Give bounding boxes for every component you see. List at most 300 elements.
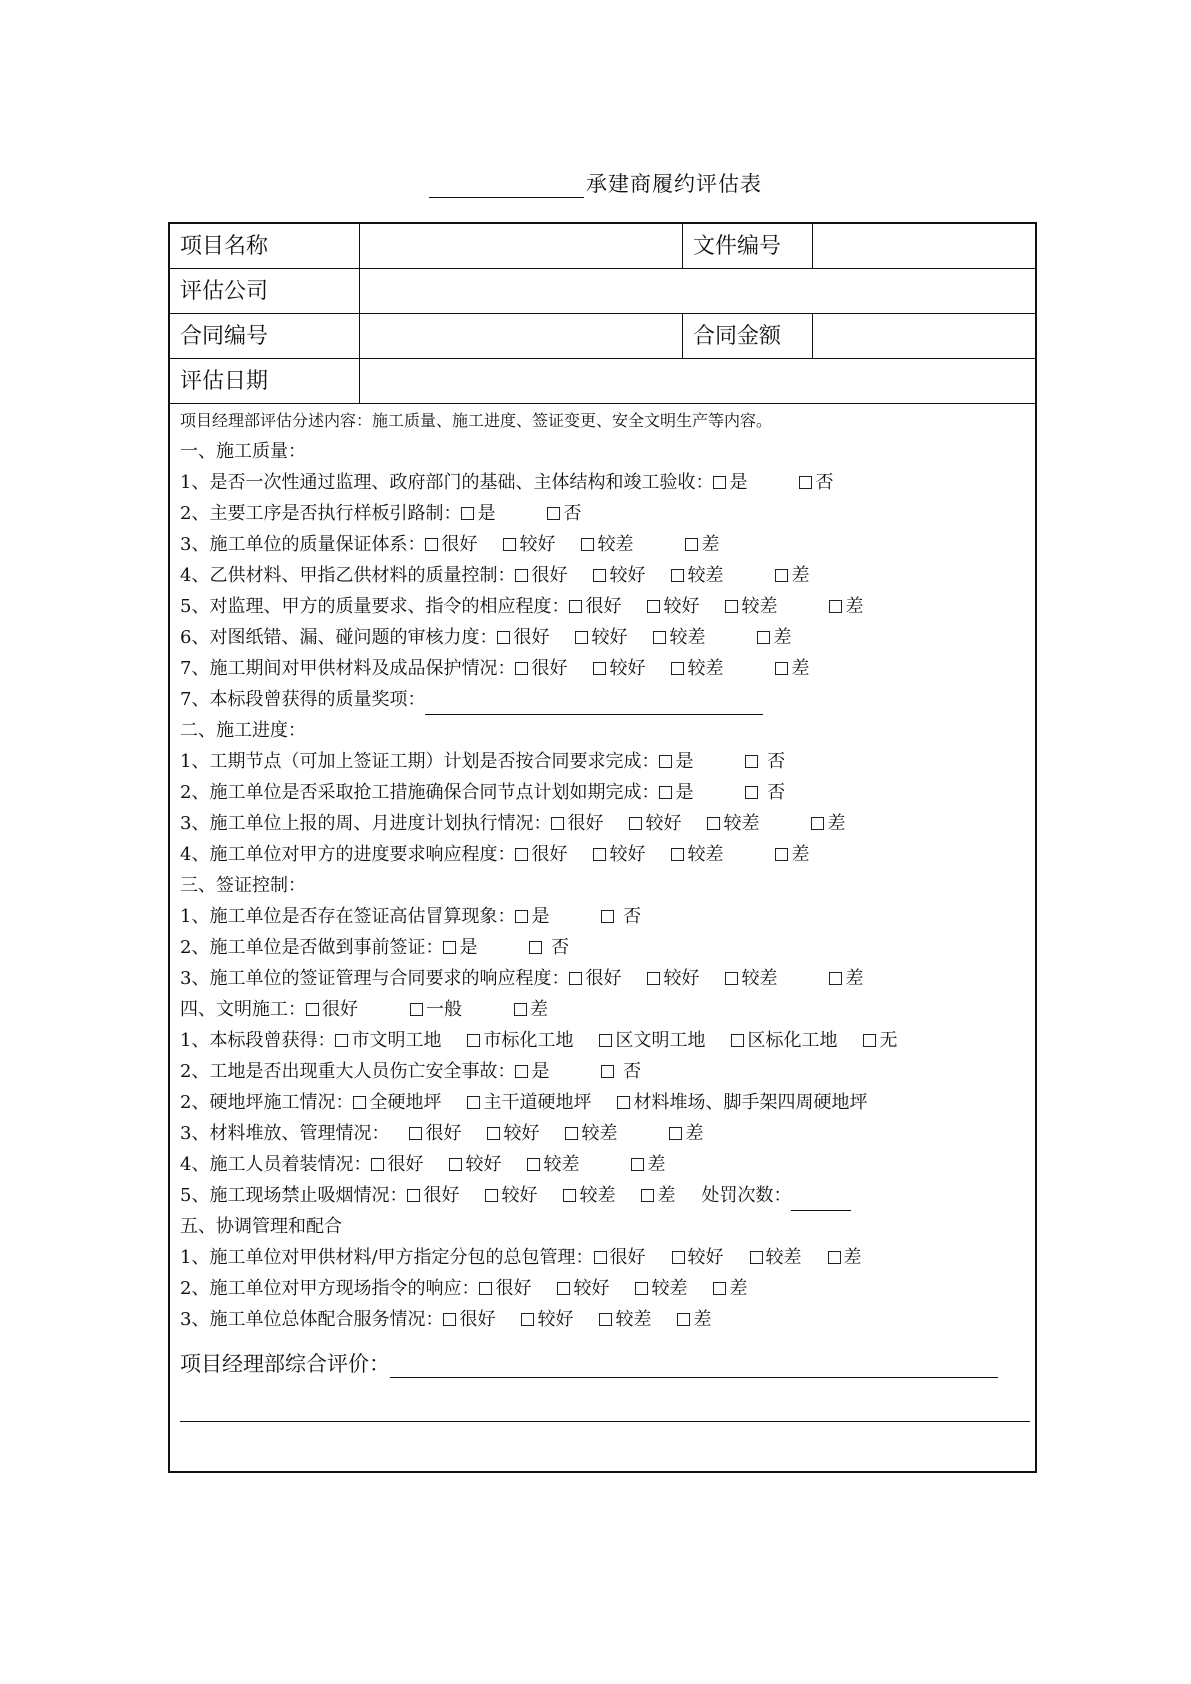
checkbox[interactable] bbox=[707, 817, 720, 830]
checkbox[interactable] bbox=[671, 662, 684, 675]
label-contract-no: 合同编号 bbox=[170, 314, 360, 358]
row-eval-date bbox=[170, 359, 1035, 404]
question-item bbox=[180, 1087, 1028, 1118]
section-progress-heading: 二、施工进度： bbox=[180, 720, 306, 741]
checkbox[interactable] bbox=[750, 1251, 763, 1264]
option-very-good[interactable] bbox=[569, 591, 621, 622]
option-good[interactable] bbox=[449, 1149, 501, 1180]
checkbox[interactable] bbox=[515, 569, 528, 582]
question-item bbox=[180, 1304, 1028, 1335]
checkbox[interactable] bbox=[635, 1282, 648, 1295]
option-poor[interactable] bbox=[599, 1304, 651, 1335]
option-label: 市标化工地 bbox=[483, 1030, 574, 1051]
label-eval-company: 评估公司 bbox=[170, 269, 360, 313]
checkbox[interactable] bbox=[757, 631, 770, 644]
option-district-standard[interactable] bbox=[731, 1025, 837, 1056]
option-very-good[interactable] bbox=[371, 1149, 423, 1180]
checkbox[interactable] bbox=[425, 538, 438, 551]
option-very-good[interactable] bbox=[594, 1242, 646, 1273]
question-item bbox=[180, 1025, 1028, 1056]
question-label: 1、是否一次性通过监理、政府部门的基础、主体结构和竣工验收： bbox=[180, 472, 714, 493]
option-label: 较好 bbox=[591, 627, 628, 648]
option-label: 较好 bbox=[519, 534, 556, 555]
checkbox[interactable] bbox=[775, 569, 788, 582]
checkbox[interactable] bbox=[569, 600, 582, 613]
field-eval-date[interactable] bbox=[360, 359, 1035, 403]
option-label: 差 bbox=[791, 658, 810, 679]
checkbox[interactable] bbox=[371, 1158, 384, 1171]
option-label: 很好 bbox=[495, 1278, 532, 1299]
option-label: 较好 bbox=[501, 1185, 538, 1206]
checkbox[interactable] bbox=[713, 1282, 726, 1295]
field-project-name[interactable] bbox=[360, 224, 683, 268]
checkbox[interactable] bbox=[629, 817, 642, 830]
checkbox[interactable] bbox=[725, 972, 738, 985]
question-label: 1、本标段曾获得： bbox=[180, 1030, 336, 1051]
checkbox[interactable] bbox=[745, 786, 758, 799]
checkbox[interactable] bbox=[775, 848, 788, 861]
checkbox[interactable] bbox=[515, 662, 528, 675]
checkbox[interactable] bbox=[775, 662, 788, 675]
option-no[interactable] bbox=[745, 777, 785, 808]
question-item bbox=[180, 746, 1028, 777]
checkbox[interactable] bbox=[521, 1313, 534, 1326]
checkbox[interactable] bbox=[485, 1189, 498, 1202]
checkbox[interactable] bbox=[599, 1313, 612, 1326]
option-label: 主干道硬地坪 bbox=[483, 1092, 592, 1113]
option-label: 差 bbox=[791, 565, 810, 586]
option-label: 差 bbox=[647, 1154, 666, 1175]
option-label: 是 bbox=[675, 751, 694, 772]
option-label: 材料堆场、脚手架四周硬地坪 bbox=[633, 1092, 868, 1113]
checkbox[interactable] bbox=[563, 1189, 576, 1202]
checkbox[interactable] bbox=[713, 476, 726, 489]
quality-award-field[interactable] bbox=[425, 692, 763, 715]
option-very-good[interactable] bbox=[497, 622, 549, 653]
option-very-good[interactable] bbox=[515, 560, 567, 591]
option-label: 市文明工地 bbox=[351, 1030, 442, 1051]
question-label: 7、本标段曾获得的质量奖项： bbox=[180, 689, 426, 710]
option-label: 差 bbox=[685, 1123, 704, 1144]
checkbox[interactable] bbox=[467, 1096, 480, 1109]
label-contract-amount: 合同金额 bbox=[683, 314, 813, 358]
checkbox[interactable] bbox=[669, 1127, 682, 1140]
checkbox[interactable] bbox=[569, 972, 582, 985]
checkbox[interactable] bbox=[647, 600, 660, 613]
checkbox[interactable] bbox=[497, 631, 510, 644]
question-item bbox=[180, 1056, 1028, 1087]
checkbox[interactable] bbox=[829, 972, 842, 985]
option-label: 较好 bbox=[465, 1154, 502, 1175]
option-label: 较差 bbox=[615, 1309, 652, 1330]
checkbox[interactable] bbox=[731, 1034, 744, 1047]
checkbox[interactable] bbox=[593, 569, 606, 582]
checkbox[interactable] bbox=[601, 1065, 614, 1078]
intro-text: 项目经理部评估分述内容：施工质量、施工进度、签证变更、安全文明生产等内容。 bbox=[180, 411, 773, 430]
field-contract-no[interactable] bbox=[360, 314, 683, 358]
section-visa-heading: 三、签证控制： bbox=[180, 875, 306, 896]
checkbox[interactable] bbox=[828, 1251, 841, 1264]
option-label: 是 bbox=[729, 472, 748, 493]
option-bad[interactable] bbox=[757, 622, 791, 653]
option-average[interactable] bbox=[410, 994, 462, 1025]
option-no[interactable] bbox=[799, 467, 833, 498]
checkbox[interactable] bbox=[529, 941, 542, 954]
question-item bbox=[180, 1242, 1028, 1273]
option-bad[interactable] bbox=[829, 591, 863, 622]
row-contract-no bbox=[170, 314, 1035, 359]
checkbox[interactable] bbox=[407, 1189, 420, 1202]
checkbox[interactable] bbox=[515, 910, 528, 923]
question-item bbox=[180, 1118, 1028, 1149]
question-label: 2、主要工序是否执行样板引路制： bbox=[180, 503, 462, 524]
question-item bbox=[180, 839, 1028, 870]
option-label: 一般 bbox=[426, 999, 462, 1020]
option-bad[interactable] bbox=[775, 653, 809, 684]
checkbox[interactable] bbox=[593, 848, 606, 861]
option-label: 很好 bbox=[425, 1123, 462, 1144]
option-city-standard[interactable] bbox=[467, 1025, 573, 1056]
title-blank[interactable] bbox=[429, 177, 584, 198]
checkbox[interactable] bbox=[671, 569, 684, 582]
option-label: 很好 bbox=[387, 1154, 424, 1175]
form-frame bbox=[168, 222, 1037, 1473]
checkbox[interactable] bbox=[659, 755, 672, 768]
option-label: 否 bbox=[545, 937, 570, 958]
option-label: 较好 bbox=[609, 565, 646, 586]
option-label: 差 bbox=[845, 596, 864, 617]
option-label: 是 bbox=[531, 1061, 550, 1082]
question-label: 1、工期节点（可加上签证工期）计划是否按合同要求完成： bbox=[180, 751, 660, 772]
option-very-good[interactable] bbox=[551, 808, 603, 839]
option-bad[interactable] bbox=[685, 529, 719, 560]
checkbox[interactable] bbox=[487, 1127, 500, 1140]
section-civil-label: 四、文明施工： bbox=[180, 999, 306, 1020]
option-good[interactable] bbox=[647, 963, 699, 994]
option-label: 差 bbox=[530, 999, 548, 1020]
option-label: 差 bbox=[791, 844, 810, 865]
option-label: 较差 bbox=[597, 534, 634, 555]
option-bad[interactable] bbox=[631, 1149, 665, 1180]
question-item bbox=[180, 808, 1028, 839]
question-item bbox=[180, 653, 1028, 684]
option-very-good[interactable] bbox=[407, 1180, 459, 1211]
final-eval-line-2[interactable] bbox=[180, 1421, 1030, 1422]
checkbox[interactable] bbox=[409, 1127, 422, 1140]
option-label: 否 bbox=[617, 906, 642, 927]
question-label: 5、施工现场禁止吸烟情况： bbox=[180, 1185, 408, 1206]
option-label: 较差 bbox=[581, 1123, 618, 1144]
checkbox[interactable] bbox=[335, 1034, 348, 1047]
option-poor[interactable] bbox=[653, 622, 705, 653]
field-file-no[interactable] bbox=[813, 224, 1035, 268]
question-label: 7、施工期间对甲供材料及成品保护情况： bbox=[180, 658, 516, 679]
option-label: 较好 bbox=[609, 658, 646, 679]
option-label: 否 bbox=[815, 472, 834, 493]
checkbox[interactable] bbox=[685, 538, 698, 551]
option-very-good[interactable] bbox=[443, 1304, 495, 1335]
option-bad[interactable] bbox=[713, 1273, 747, 1304]
option-very-good[interactable] bbox=[515, 653, 567, 684]
option-label: 较好 bbox=[687, 1247, 724, 1268]
checkbox[interactable] bbox=[599, 1034, 612, 1047]
option-good[interactable] bbox=[593, 839, 645, 870]
option-main-road-hard[interactable] bbox=[467, 1087, 591, 1118]
option-good[interactable] bbox=[487, 1118, 539, 1149]
option-poor[interactable] bbox=[635, 1273, 687, 1304]
option-label: 很好 bbox=[531, 844, 568, 865]
option-label: 区标化工地 bbox=[747, 1030, 838, 1051]
option-label: 较好 bbox=[645, 813, 682, 834]
option-label: 很好 bbox=[585, 968, 622, 989]
checkbox[interactable] bbox=[653, 631, 666, 644]
checkbox[interactable] bbox=[443, 1313, 456, 1326]
section-quality-heading: 一、施工质量： bbox=[180, 441, 306, 462]
option-label: 否 bbox=[761, 751, 786, 772]
checkbox[interactable] bbox=[479, 1282, 492, 1295]
option-label: 区文明工地 bbox=[615, 1030, 706, 1051]
checkbox[interactable] bbox=[677, 1313, 690, 1326]
checkbox[interactable] bbox=[306, 1003, 319, 1016]
option-good[interactable] bbox=[503, 529, 555, 560]
option-label: 较差 bbox=[687, 658, 724, 679]
option-poor[interactable] bbox=[671, 560, 723, 591]
row-eval-company bbox=[170, 269, 1035, 314]
checkbox[interactable] bbox=[515, 848, 528, 861]
option-label: 否 bbox=[563, 503, 582, 524]
checkbox[interactable] bbox=[601, 910, 614, 923]
checkbox[interactable] bbox=[557, 1282, 570, 1295]
option-label: 很好 bbox=[531, 658, 568, 679]
penalty-count-field[interactable] bbox=[791, 1188, 851, 1211]
option-label: 很好 bbox=[441, 534, 478, 555]
checkbox[interactable] bbox=[593, 662, 606, 675]
checkbox[interactable] bbox=[641, 1189, 654, 1202]
checkbox[interactable] bbox=[467, 1034, 480, 1047]
question-label: 1、施工单位是否存在签证高估冒算现象： bbox=[180, 906, 516, 927]
option-label: 很好 bbox=[322, 999, 358, 1020]
title-text: 承建商履约评估表 bbox=[586, 172, 762, 196]
option-very-good[interactable] bbox=[425, 529, 477, 560]
option-poor[interactable] bbox=[565, 1118, 617, 1149]
option-bad[interactable] bbox=[775, 560, 809, 591]
option-label: 较差 bbox=[651, 1278, 688, 1299]
question-item bbox=[180, 529, 1028, 560]
option-poor[interactable] bbox=[725, 591, 777, 622]
option-label: 较好 bbox=[503, 1123, 540, 1144]
option-good[interactable] bbox=[593, 560, 645, 591]
option-label: 无 bbox=[879, 1030, 898, 1051]
form-title bbox=[0, 168, 1191, 198]
option-bad[interactable] bbox=[514, 994, 548, 1025]
option-poor[interactable] bbox=[725, 963, 777, 994]
option-yes[interactable] bbox=[659, 746, 693, 777]
option-poor[interactable] bbox=[707, 808, 759, 839]
option-label: 较差 bbox=[687, 565, 724, 586]
checkbox[interactable] bbox=[461, 507, 474, 520]
option-poor[interactable] bbox=[750, 1242, 802, 1273]
option-label: 差 bbox=[827, 813, 846, 834]
checkbox[interactable] bbox=[551, 817, 564, 830]
option-good[interactable] bbox=[485, 1180, 537, 1211]
option-label: 是 bbox=[531, 906, 550, 927]
field-eval-company[interactable] bbox=[360, 269, 1035, 313]
checkbox[interactable] bbox=[799, 476, 812, 489]
option-good[interactable] bbox=[593, 653, 645, 684]
option-label: 否 bbox=[761, 782, 786, 803]
checkbox[interactable] bbox=[527, 1158, 540, 1171]
checkbox[interactable] bbox=[353, 1096, 366, 1109]
option-label: 较差 bbox=[669, 627, 706, 648]
question-item bbox=[180, 963, 1028, 994]
checkbox[interactable] bbox=[617, 1096, 630, 1109]
question-item bbox=[180, 901, 1028, 932]
checkbox[interactable] bbox=[449, 1158, 462, 1171]
option-label: 差 bbox=[701, 534, 720, 555]
option-yes[interactable] bbox=[659, 777, 693, 808]
question-item bbox=[180, 1149, 1028, 1180]
option-label: 较好 bbox=[573, 1278, 610, 1299]
question-label: 1、施工单位对甲供材料/甲方指定分包的总包管理： bbox=[180, 1247, 594, 1268]
option-very-good[interactable] bbox=[515, 839, 567, 870]
form-body bbox=[180, 405, 1028, 1335]
option-label: 是 bbox=[675, 782, 694, 803]
option-very-good[interactable] bbox=[569, 963, 621, 994]
option-bad[interactable] bbox=[829, 963, 863, 994]
question-label: 2、工地是否出现重大人员伤亡安全事故： bbox=[180, 1061, 516, 1082]
option-label: 很好 bbox=[459, 1309, 496, 1330]
question-label: 6、对图纸错、漏、碰问题的审核力度： bbox=[180, 627, 498, 648]
question-item bbox=[180, 498, 1028, 529]
checkbox[interactable] bbox=[631, 1158, 644, 1171]
checkbox[interactable] bbox=[581, 538, 594, 551]
option-label: 是 bbox=[459, 937, 478, 958]
option-yes[interactable] bbox=[461, 498, 495, 529]
final-eval-row bbox=[180, 1348, 1028, 1378]
option-district-civil[interactable] bbox=[599, 1025, 705, 1056]
option-label: 较好 bbox=[663, 968, 700, 989]
checkbox[interactable] bbox=[547, 507, 560, 520]
checkbox[interactable] bbox=[594, 1251, 607, 1264]
option-yes[interactable] bbox=[515, 1056, 549, 1087]
option-label: 差 bbox=[843, 1247, 862, 1268]
checkbox[interactable] bbox=[725, 600, 738, 613]
field-contract-amount[interactable] bbox=[813, 314, 1035, 358]
option-no[interactable] bbox=[745, 746, 785, 777]
final-eval-field[interactable] bbox=[390, 1355, 998, 1378]
option-label: 较好 bbox=[609, 844, 646, 865]
checkbox[interactable] bbox=[514, 1003, 527, 1016]
checkbox[interactable] bbox=[671, 848, 684, 861]
option-bad[interactable] bbox=[641, 1180, 675, 1211]
option-very-good[interactable] bbox=[306, 994, 358, 1025]
option-good[interactable] bbox=[647, 591, 699, 622]
option-good[interactable] bbox=[521, 1304, 573, 1335]
question-item bbox=[180, 1273, 1028, 1304]
option-yes[interactable] bbox=[713, 467, 747, 498]
option-bad[interactable] bbox=[811, 808, 845, 839]
final-eval-label: 项目经理部综合评价： bbox=[180, 1352, 390, 1376]
label-eval-date: 评估日期 bbox=[170, 359, 360, 403]
question-item bbox=[180, 467, 1028, 498]
checkbox[interactable] bbox=[659, 786, 672, 799]
question-label: 3、施工单位的签证管理与合同要求的响应程度： bbox=[180, 968, 570, 989]
section-coordination-heading: 五、协调管理和配合 bbox=[180, 1216, 342, 1237]
label-file-no: 文件编号 bbox=[683, 224, 813, 268]
checkbox[interactable] bbox=[575, 631, 588, 644]
option-yes[interactable] bbox=[443, 932, 477, 963]
option-very-good[interactable] bbox=[479, 1273, 531, 1304]
option-label: 较差 bbox=[741, 968, 778, 989]
checkbox[interactable] bbox=[863, 1034, 876, 1047]
question-item bbox=[180, 591, 1028, 622]
option-full-hard[interactable] bbox=[353, 1087, 441, 1118]
option-label: 很好 bbox=[513, 627, 550, 648]
option-label: 较差 bbox=[579, 1185, 616, 1206]
option-poor[interactable] bbox=[581, 529, 633, 560]
question-label: 2、硬地坪施工情况： bbox=[180, 1092, 354, 1113]
question-item bbox=[180, 622, 1028, 653]
option-no[interactable] bbox=[601, 901, 641, 932]
option-no[interactable] bbox=[601, 1056, 641, 1087]
checkbox[interactable] bbox=[811, 817, 824, 830]
option-good[interactable] bbox=[672, 1242, 724, 1273]
option-yes[interactable] bbox=[515, 901, 549, 932]
option-label: 很好 bbox=[585, 596, 622, 617]
checkbox[interactable] bbox=[647, 972, 660, 985]
option-poor[interactable] bbox=[671, 653, 723, 684]
option-none[interactable] bbox=[863, 1025, 897, 1056]
option-label: 较差 bbox=[543, 1154, 580, 1175]
checkbox[interactable] bbox=[745, 755, 758, 768]
option-very-good[interactable] bbox=[409, 1118, 461, 1149]
option-bad[interactable] bbox=[828, 1242, 862, 1273]
checkbox[interactable] bbox=[515, 1065, 528, 1078]
penalty-label: 处罚次数： bbox=[701, 1185, 792, 1206]
question-label: 3、施工单位上报的周、月进度计划执行情况： bbox=[180, 813, 552, 834]
option-label: 较差 bbox=[687, 844, 724, 865]
question-label: 3、施工单位的质量保证体系： bbox=[180, 534, 426, 555]
option-label: 差 bbox=[729, 1278, 748, 1299]
question-item bbox=[180, 1180, 1028, 1211]
option-no[interactable] bbox=[547, 498, 581, 529]
checkbox[interactable] bbox=[503, 538, 516, 551]
checkbox[interactable] bbox=[410, 1003, 423, 1016]
checkbox[interactable] bbox=[672, 1251, 685, 1264]
option-good[interactable] bbox=[557, 1273, 609, 1304]
option-yard-hard[interactable] bbox=[617, 1087, 867, 1118]
option-good[interactable] bbox=[575, 622, 627, 653]
option-bad[interactable] bbox=[669, 1118, 703, 1149]
checkbox[interactable] bbox=[829, 600, 842, 613]
question-label: 2、施工单位对甲方现场指令的响应： bbox=[180, 1278, 480, 1299]
option-no[interactable] bbox=[529, 932, 569, 963]
question-label: 4、乙供材料、甲指乙供材料的质量控制： bbox=[180, 565, 516, 586]
option-poor[interactable] bbox=[527, 1149, 579, 1180]
option-label: 很好 bbox=[567, 813, 604, 834]
option-good[interactable] bbox=[629, 808, 681, 839]
option-bad[interactable] bbox=[677, 1304, 711, 1335]
option-city-civil[interactable] bbox=[335, 1025, 441, 1056]
question-label: 3、施工单位总体配合服务情况： bbox=[180, 1309, 444, 1330]
option-label: 较差 bbox=[765, 1247, 802, 1268]
option-poor[interactable] bbox=[563, 1180, 615, 1211]
option-poor[interactable] bbox=[671, 839, 723, 870]
checkbox[interactable] bbox=[565, 1127, 578, 1140]
option-bad[interactable] bbox=[775, 839, 809, 870]
checkbox[interactable] bbox=[443, 941, 456, 954]
option-label: 较好 bbox=[537, 1309, 574, 1330]
